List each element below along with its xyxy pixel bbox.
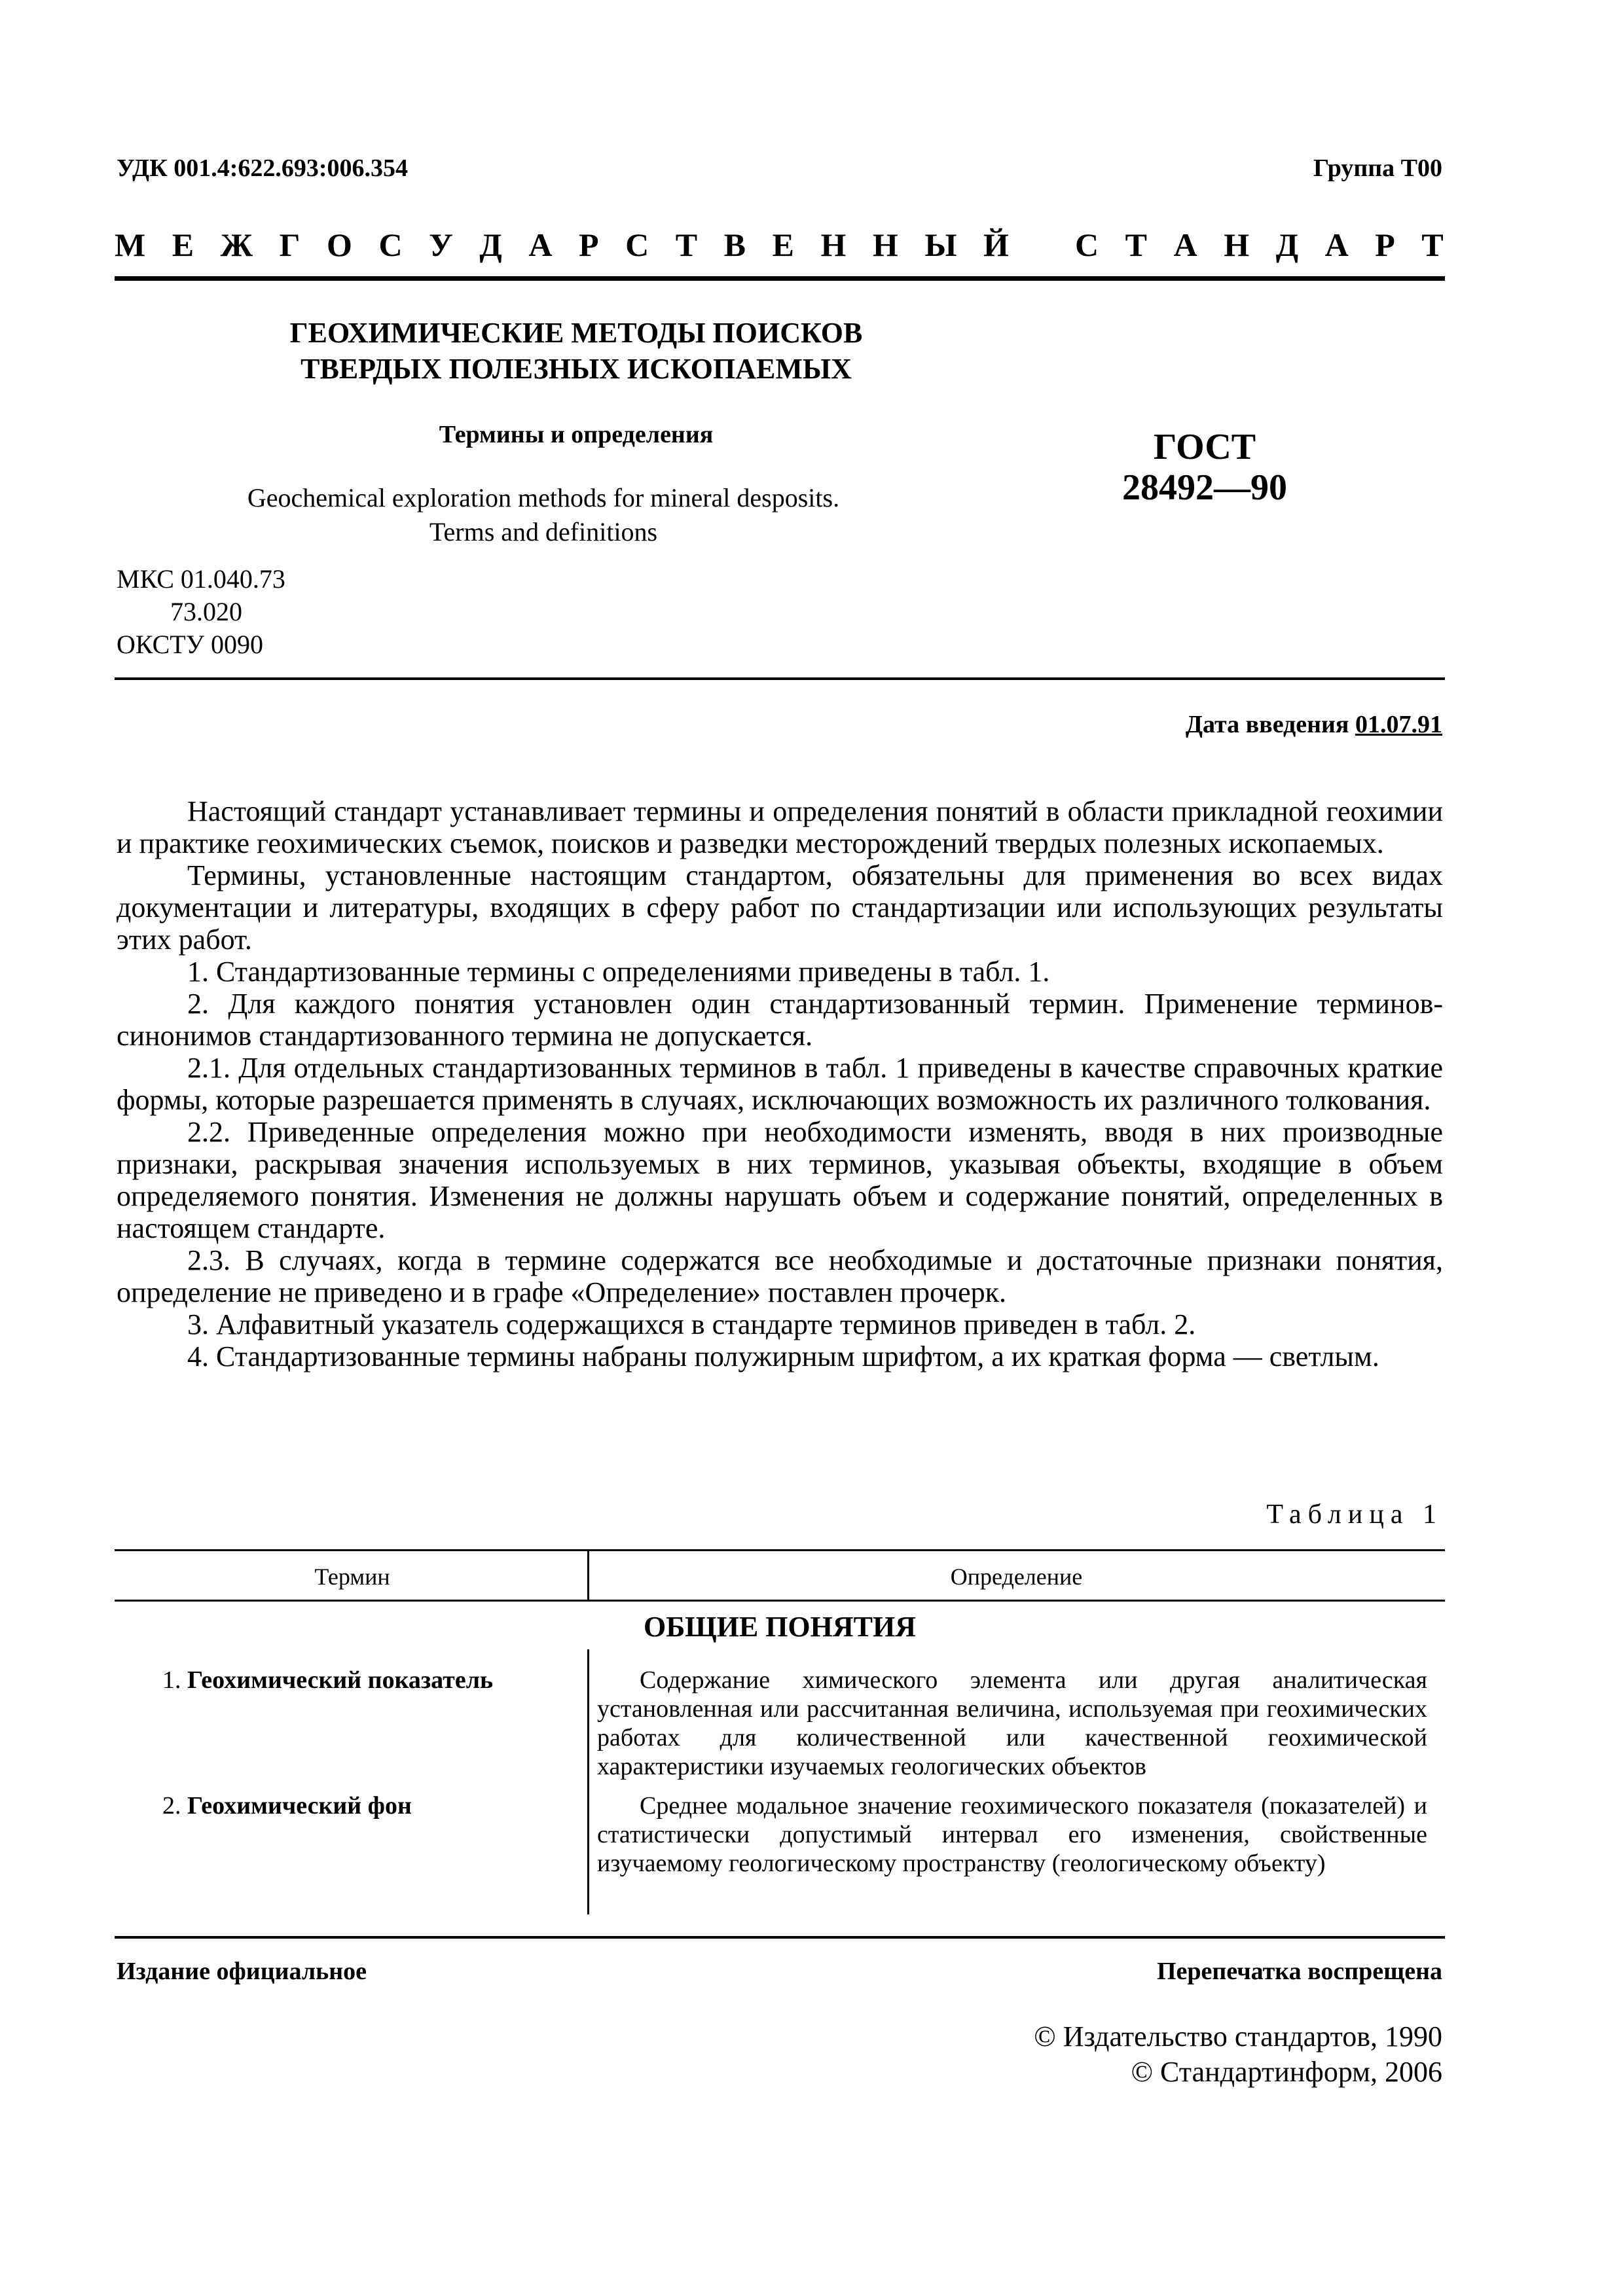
banner-letter: О xyxy=(327,226,352,263)
english-title-line-2: Terms and definitions xyxy=(429,517,658,547)
gost-label: ГОСТ xyxy=(1153,427,1256,467)
term-name: Геохимический показатель xyxy=(187,1666,494,1694)
banner-letter: Й xyxy=(983,226,1009,263)
paragraph: 2.2. Приведенные определения можно при необходимости изменять, вводя в них производные признаки, раскрывая значения используемых в них терминов, указывая объекты, входящие в объем определяемого понятия. Изменения не должны нарушать объем и содержание понятий, определенных в настоящем стандарте. xyxy=(117,1116,1443,1244)
term-name: Геохимический фон xyxy=(187,1792,412,1820)
mks-code: МКС 01.040.73 xyxy=(117,564,285,594)
paragraph: 1. Стандартизованные термины с определениями приведены в табл. 1. xyxy=(187,956,1050,988)
banner-letter: Н xyxy=(872,226,898,263)
banner-letter: Г xyxy=(279,226,301,263)
banner-letter: А xyxy=(1173,226,1197,263)
banner-letter: Е xyxy=(772,226,794,263)
table-row-definition: Среднее модальное значение геохимического показателя (показателей) и статистически допустимый интервал его изменения, свойственные изучаемому геологическому пространству (геологическому объекту) xyxy=(597,1792,1427,1877)
mks-code-2: 73.020 xyxy=(170,597,242,626)
banner-letter: Н xyxy=(820,226,847,263)
table-row-term xyxy=(162,1791,412,1820)
udk-code: УДК 001.4:622.693:006.354 xyxy=(117,154,409,182)
banner-letter: С xyxy=(625,226,649,263)
banner-rule xyxy=(115,276,1445,281)
table-top-rule xyxy=(115,1549,1445,1551)
banner-letter: С xyxy=(378,226,403,263)
paragraph: 2.3. В случаях, когда в термине содержатся все необходимые и достаточные признаки понятия, определение не приведено и в графе «Определение» поставлен прочерк. xyxy=(117,1244,1443,1308)
banner-gap xyxy=(1035,226,1048,264)
copyright-block xyxy=(1034,2019,1442,2090)
group-code: Группа Т00 xyxy=(1313,154,1442,182)
term-number: 2. xyxy=(162,1792,181,1820)
banner-letter: А xyxy=(1324,226,1349,263)
reprint-notice: Перепечатка воспрещена xyxy=(1156,1958,1442,1985)
table-column-divider xyxy=(587,1649,589,1914)
banner-letter: Т xyxy=(675,226,698,263)
okstu-code: ОКСТУ 0090 xyxy=(117,630,264,659)
subtitle: Термины и определения xyxy=(439,421,714,448)
intro-date-label: Дата введения xyxy=(1185,711,1349,738)
table-row-term xyxy=(162,1666,493,1695)
paragraph: Настоящий стандарт устанавливает термины и определения понятий в области прикладной геохимии и практике геохимических съемок, поисков и разведки месторождений твердых полезных ископаемых. xyxy=(117,795,1443,859)
banner-letter: Ы xyxy=(924,226,957,263)
column-header-term: Термин xyxy=(314,1564,390,1590)
banner-letter: Р xyxy=(578,226,599,263)
title-line-1: ГЕОХИМИЧЕСКИЕ МЕТОДЫ ПОИСКОВ xyxy=(289,317,863,349)
banner-letter: Д xyxy=(479,226,502,263)
paragraph: 3. Алфавитный указатель содержащихся в стандарте терминов приведен в табл. 2. xyxy=(187,1308,1196,1340)
banner-letter: Т xyxy=(1421,226,1444,263)
body-text xyxy=(117,795,1443,1372)
official-edition: Издание официальное xyxy=(117,1958,367,1985)
standard-banner xyxy=(115,226,1444,264)
english-title-line-1: Geochemical exploration methods for mineral desposits. xyxy=(247,483,840,512)
table-header-rule xyxy=(115,1600,1445,1602)
title-line-2: ТВЕРДЫХ ПОЛЕЗНЫХ ИСКОПАЕМЫХ xyxy=(301,353,852,385)
banner-letter: Т xyxy=(1125,226,1148,263)
copyright-line: © Стандартинформ, 2006 xyxy=(1131,2056,1442,2088)
banner-letter: Е xyxy=(172,226,194,263)
copyright-line: © Издательство стандартов, 1990 xyxy=(1034,2020,1442,2053)
intro-date-value: 01.07.91 xyxy=(1355,711,1442,738)
footer-rule xyxy=(115,1936,1445,1939)
banner-letter: А xyxy=(528,226,553,263)
banner-letter: Р xyxy=(1375,226,1395,263)
table-row-definition: Содержание химического элемента или другая аналитическая установленная или рассчитанная величина, используемая при геохимических работах для количественной или качественной геохимической характеристики изучаемых геологических объектов xyxy=(597,1666,1427,1780)
term-number: 1. xyxy=(162,1666,181,1694)
banner-letter: Н xyxy=(1224,226,1250,263)
paragraph: 2. Для каждого понятия установлен один стандартизованный термин. Применение терминов-синонимов стандартизованного термина не допускается. xyxy=(117,988,1443,1052)
paragraph: 2.1. Для отдельных стандартизованных терминов в табл. 1 приведены в качестве справочных краткие формы, которые разрешается применять в случаях, исключающих возможность их различного толкования. xyxy=(117,1052,1443,1116)
intro-date xyxy=(1186,710,1442,739)
paragraph: 4. Стандартизованные термины набраны полужирным шрифтом, а их краткая форма — светлым. xyxy=(187,1340,1379,1372)
banner-letter: У xyxy=(429,226,453,263)
banner-letter: В xyxy=(723,226,746,263)
banner-letter: Д xyxy=(1275,226,1299,263)
gost-number: 28492—90 xyxy=(1122,467,1287,508)
divider xyxy=(115,677,1445,680)
banner-letter: С xyxy=(1075,226,1099,263)
table-label: Таблица 1 xyxy=(1266,1499,1443,1530)
banner-letter: Ж xyxy=(220,226,253,263)
banner-letter: М xyxy=(115,226,146,263)
paragraph: Термины, установленные настоящим стандартом, обязательны для применения во всех видах документации и литературы, входящих в сферу работ по стандартизации или использующих результаты этих работ. xyxy=(117,859,1443,956)
table-header-divider xyxy=(587,1549,589,1600)
column-header-definition: Определение xyxy=(950,1564,1083,1590)
table-section-title: ОБЩИЕ ПОНЯТИЯ xyxy=(643,1611,916,1643)
